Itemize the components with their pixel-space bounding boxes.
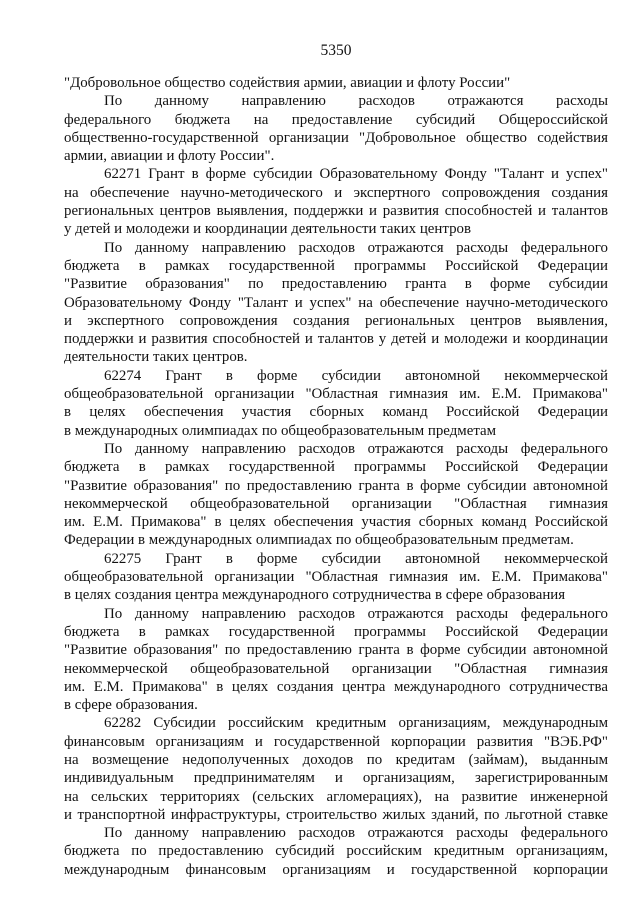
text-line: армии, авиации и флоту России". — [64, 148, 275, 165]
text-line: у детей и молодежи и координации деятельности таких центров — [64, 221, 471, 238]
text-line: региональных центров выявления, поддержки и развития способностей и талантов — [64, 203, 608, 220]
text-line: 62275 Грант в форме субсидии автономной некоммерческой — [104, 550, 608, 567]
text-line: По данному направлению расходов отражаются расходы — [104, 93, 608, 110]
text-line: федерального бюджета на предоставление субсидий Общероссийской — [64, 111, 608, 128]
text-line: на обеспечение научно-методического и экспертного сопровождения создания — [64, 184, 608, 201]
text-line: некоммерческой общеобразовательной организации "Областная гимназия — [64, 495, 608, 512]
text-line: По данному направлению расходов отражаются расходы федерального — [104, 239, 608, 256]
text-line: на возмещение недополученных доходов по кредитам (займам), выданным — [64, 751, 608, 768]
text-line: По данному направлению расходов отражаются расходы федерального — [104, 440, 608, 457]
text-line: бюджета в рамках государственной программы Российской Федерации — [64, 257, 608, 274]
text-line: индивидуальным предпринимателям и организациям, зарегистрированным — [64, 770, 608, 787]
text-line: 62282 Субсидии российским кредитным организациям, международным — [104, 715, 608, 732]
text-line: бюджета в рамках государственной программы Российской Федерации — [64, 459, 608, 476]
text-line: общественно-государственной организации "Добровольное общество содействия — [64, 129, 608, 146]
text-line: Федерации в международных олимпиадах по общеобразовательным предметам. — [64, 532, 574, 549]
text-line: им. Е.М. Примакова" в целях создания центра международного сотрудничества — [64, 678, 608, 695]
text-line: поддержки и развития способностей и талантов у детей и молодежи и координации — [64, 331, 608, 348]
text-line: в международных олимпиадах по общеобразовательным предметам — [64, 422, 497, 439]
text-line: некоммерческой общеобразовательной организации "Областная гимназия — [64, 660, 608, 677]
text-line: им. Е.М. Примакова" в целях обеспечения участия сборных команд Российской — [64, 514, 608, 531]
text-line: на сельских территориях (сельских агломерациях), на развитие инженерной — [64, 788, 608, 805]
text-line: в целях обеспечения участия сборных команд Российской Федерации — [64, 404, 608, 421]
text-line: "Добровольное общество содействия армии, авиации и флоту России" — [64, 75, 511, 91]
text-line: "Развитие образования" по предоставлению гранта в форме субсидии автономной — [64, 477, 608, 494]
document-body — [64, 74, 608, 879]
text-line: общеобразовательной организации "Областная гимназия им. Е.М. Примакова" — [64, 569, 608, 586]
text-line: в сфере образования. — [64, 697, 198, 714]
text-line: Образовательному Фонду "Талант и успех" на обеспечение научно-методического — [64, 294, 608, 311]
text-line: По данному направлению расходов отражаются расходы федерального — [104, 605, 608, 622]
text-line: финансовым организациям и государственной корпорации развития "ВЭБ.РФ" — [64, 733, 608, 750]
text-line: и экспертного сопровождения создания региональных центров выявления, — [64, 312, 608, 329]
page-number: 5350 — [320, 42, 352, 59]
text-line: бюджета в рамках государственной программы Российской Федерации — [64, 623, 608, 640]
text-line: общеобразовательной организации "Областная гимназия им. Е.М. Примакова" — [64, 386, 608, 403]
text-line: "Развитие образования" по предоставлению гранта в форме субсидии — [64, 276, 608, 293]
text-line: в целях создания центра международного сотрудничества в сфере образования — [64, 587, 566, 604]
text-line: международным финансовым организациям и государственной корпорации — [64, 861, 608, 878]
text-line: и транспортной инфраструктуры, строительство жилых зданий, по льготной ставке — [64, 806, 608, 823]
text-line: "Развитие образования" по предоставлению гранта в форме субсидии автономной — [64, 642, 608, 659]
text-line: деятельности таких центров. — [64, 349, 248, 366]
text-line: По данному направлению расходов отражаются расходы федерального — [104, 825, 608, 842]
text-line: 62271 Грант в форме субсидии Образовательному Фонду "Талант и успех" — [104, 166, 608, 183]
text-line: бюджета по предоставлению субсидий российским кредитным организациям, — [64, 843, 608, 860]
text-line: 62274 Грант в форме субсидии автономной некоммерческой — [104, 367, 608, 384]
